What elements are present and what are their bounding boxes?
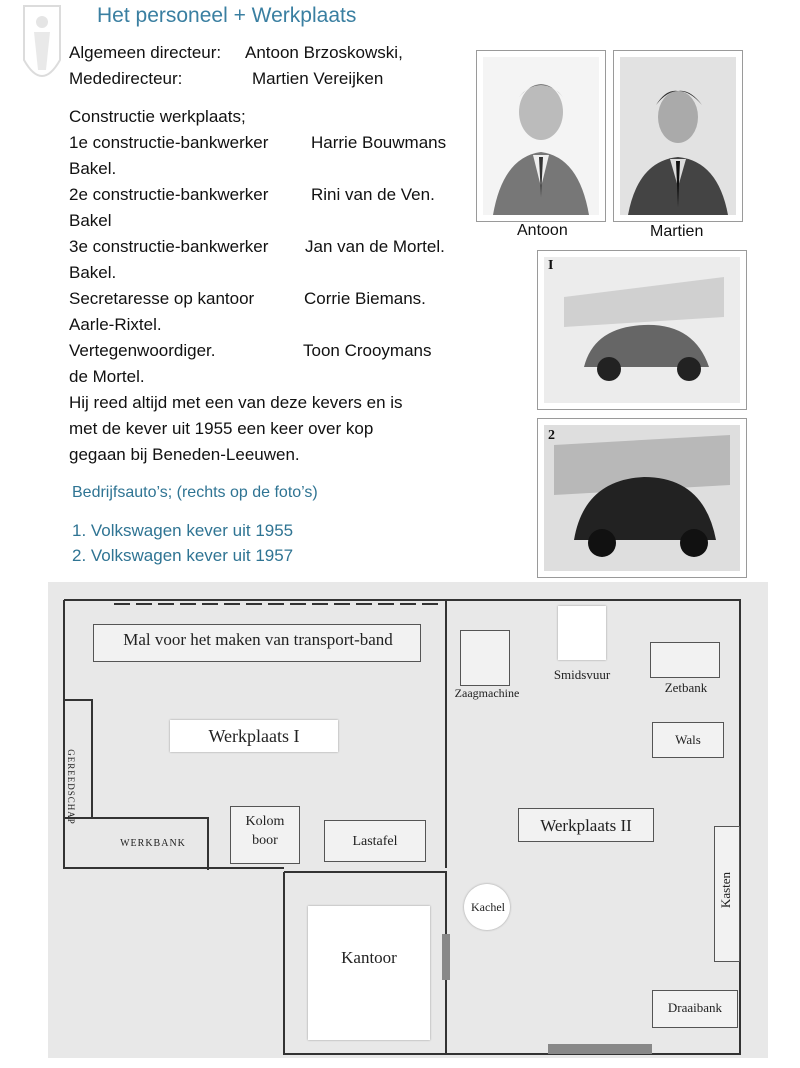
werkbank-label: WERKBANK bbox=[120, 838, 186, 849]
staff-line bbox=[69, 312, 162, 338]
portrait-martien bbox=[613, 50, 743, 222]
zaagmachine-label: Zaagmachine bbox=[454, 686, 520, 700]
staff-line-label: Bakel bbox=[69, 211, 112, 230]
staff-line-value: Rini van de Ven. bbox=[311, 185, 435, 204]
staff-line bbox=[69, 208, 112, 234]
staff-line bbox=[69, 66, 384, 92]
staff-line-value: Corrie Biemans. bbox=[304, 289, 426, 308]
lastafel-label: Lastafel bbox=[352, 834, 398, 849]
staff-line bbox=[69, 130, 447, 156]
staff-line bbox=[69, 182, 435, 208]
staff-line-label: Bakel. bbox=[69, 159, 117, 178]
staff-line-label: Secretaresse op kantoor bbox=[69, 289, 255, 308]
staff-line bbox=[69, 286, 426, 312]
zetbank-label: Zetbank bbox=[664, 680, 708, 695]
staff-line bbox=[69, 390, 403, 416]
mal-label: Mal voor het maken van transport-band bbox=[123, 630, 393, 649]
staff-line bbox=[69, 40, 403, 66]
staff-line-label: Algemeen directeur: bbox=[69, 43, 222, 62]
portrait-martien-caption: Martien bbox=[650, 223, 704, 240]
zetbank-box bbox=[650, 642, 720, 678]
floor-plan bbox=[48, 582, 768, 1058]
car-photo-2-number: 2 bbox=[548, 428, 555, 443]
kachel-label: Kachel bbox=[471, 900, 505, 914]
portrait-antoon-caption: Antoon bbox=[517, 222, 568, 239]
car-photo-2 bbox=[537, 418, 747, 578]
kolom-boor-label-2: boor bbox=[252, 833, 278, 848]
portrait-martien-sketch bbox=[620, 57, 736, 215]
portrait-antoon-sketch bbox=[483, 57, 599, 215]
staff-line-value: Harrie Bouwmans bbox=[311, 133, 447, 152]
staff-line-value: Toon Crooymans bbox=[303, 341, 432, 360]
staff-line bbox=[69, 260, 116, 286]
werkplaats-1-label: Werkplaats I bbox=[208, 726, 300, 746]
wals-label: Wals bbox=[675, 732, 701, 747]
gereedschap-label: GEREEDSCHAP bbox=[66, 749, 76, 825]
car-photo-1 bbox=[537, 250, 747, 410]
staff-line-label: met de kever uit 1955 een keer over kop bbox=[69, 419, 374, 438]
staff-line bbox=[69, 156, 116, 182]
car-photo-1-number: I bbox=[548, 258, 554, 273]
staff-line-label: Constructie werkplaats; bbox=[69, 107, 246, 126]
werkplaats-2-label: Werkplaats II bbox=[540, 816, 632, 835]
zaagmachine-box bbox=[460, 630, 510, 686]
staff-line-label: de Mortel. bbox=[69, 367, 145, 386]
car-photo-1-sketch bbox=[544, 257, 740, 403]
staff-line-label: 1e constructie-bankwerker bbox=[69, 133, 269, 152]
cars-heading: Bedrijfsauto’s; (rechts op de foto’s) bbox=[72, 484, 318, 501]
cars-list-item-2: 2. Volkswagen kever uit 1957 bbox=[72, 546, 294, 565]
staff-line bbox=[69, 338, 432, 364]
coat-of-arms-watermark bbox=[20, 0, 64, 96]
kantoor-label: Kantoor bbox=[341, 948, 397, 967]
staff-line-value: Antoon Brzoskowski, bbox=[245, 43, 403, 62]
draaibank-label: Draaibank bbox=[667, 1000, 723, 1015]
kasten-label: Kasten bbox=[718, 871, 733, 909]
staff-line-value: Jan van de Mortel. bbox=[305, 237, 445, 256]
page-title: Het personeel + Werkplaats bbox=[97, 4, 357, 27]
staff-line-label: 3e constructie-bankwerker bbox=[69, 237, 269, 256]
portrait-antoon bbox=[476, 50, 606, 222]
staff-line-label: Hij reed altijd met een van deze kevers en is bbox=[69, 393, 403, 412]
staff-line-label: Vertegenwoordiger. bbox=[69, 341, 216, 360]
kolom-boor-label-1: Kolom bbox=[245, 814, 285, 829]
staff-line bbox=[69, 364, 145, 390]
staff-line bbox=[69, 104, 246, 130]
car-photo-2-sketch bbox=[544, 425, 740, 571]
kantoor-box bbox=[308, 906, 430, 1040]
staff-line-value: Martien Vereijken bbox=[252, 69, 384, 88]
staff-line bbox=[69, 442, 300, 468]
cars-list-item-1: 1. Volkswagen kever uit 1955 bbox=[72, 521, 294, 540]
staff-line-label: 2e constructie-bankwerker bbox=[69, 185, 269, 204]
staff-line-label: Mededirecteur: bbox=[69, 69, 183, 88]
smidsvuur-label: Smidsvuur bbox=[553, 667, 611, 682]
smidsvuur-box bbox=[558, 606, 606, 660]
staff-line bbox=[69, 416, 373, 442]
staff-line bbox=[69, 234, 445, 260]
staff-line-label: gegaan bij Beneden-Leeuwen. bbox=[69, 445, 300, 464]
staff-line-label: Bakel. bbox=[69, 263, 117, 282]
staff-line-label: Aarle-Rixtel. bbox=[69, 315, 162, 334]
